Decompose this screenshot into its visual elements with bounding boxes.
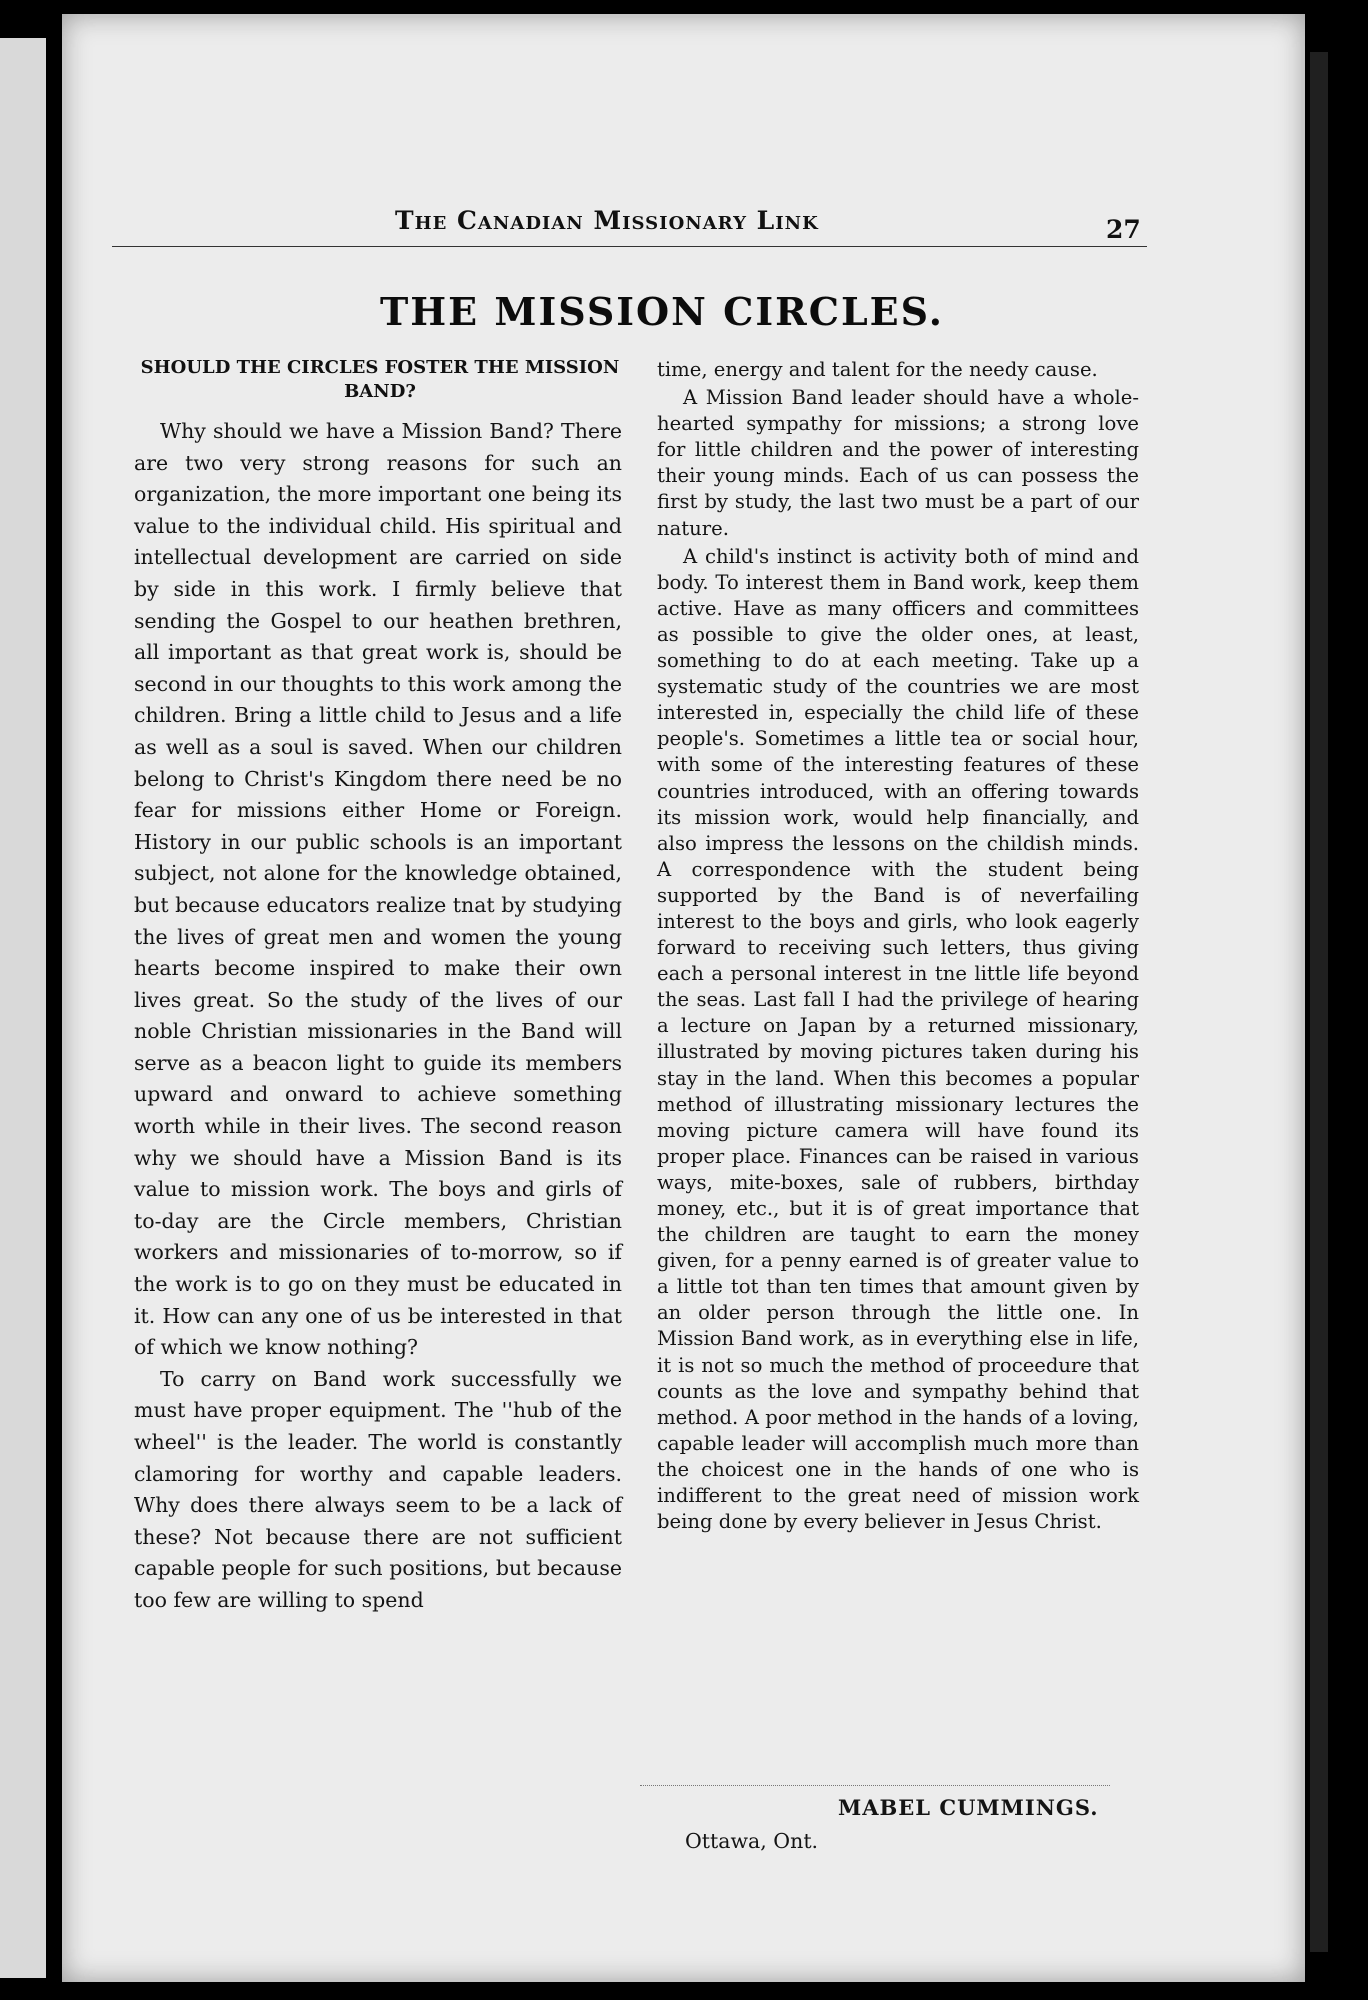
author-signature: MABEL CUMMINGS. (838, 1795, 1099, 1820)
article-heading: SHOULD THE CIRCLES FOSTER THE MISSION BAND? (140, 357, 620, 402)
paragraph: time, energy and talent for the needy cause. (657, 358, 1098, 381)
paragraph: Why should we have a Mission Band? There are two very strong reasons for such an organization, the more important one being its value to the individual child. His spiritual and intellectual development are carried on side by side in this work. I firmly believe that sending the Gospel to our heathen brethren, all important as that great work is, should be second in our thoughts to this work among the children. Bring a little child to Jesus and a life as well as a soul is saved. When our children belong to Christ's Kingdom there need be no fear for missions either Home or Foreign. History in our public schools is an important subject, not alone for the knowledge obtained, but because educators realize tnat by studying the lives of great men and women the young hearts become inspired to make their own lives great. So the study of the lives of our noble Christian missionaries in the Band will serve as a beacon light to guide its members upward and onward to achieve something worth while in their lives. The second reason why we should have a Mission Band is its value to mission work. The boys and girls of to-day are the Circle members, Christian workers and missionaries of to-morrow, so if the work is to go on they must be educated in it. How can any one of us be interested in that of which we know nothing? (134, 419, 622, 1360)
page-number: 27 (1106, 215, 1141, 244)
section-title: THE MISSION CIRCLES. (380, 289, 944, 334)
author-location: Ottawa, Ont. (685, 1829, 819, 1853)
paragraph: To carry on Band work successfully we must have proper equipment. The ''hub of the wheel'' is the leader. The world is constantly clamoring for worthy and capable leaders. Why does there always seem to be a lack of these? Not because there are not sufficient capable people for such positions, but because too few are willing to spend (134, 1366, 622, 1612)
article-column-left (134, 416, 622, 1617)
paragraph: A child's instinct is activity both of mind and body. To interest them in Band work, keep them active. Have as many officers and committees as possible to give the older ones, at least, something to do at each meeting. Take up a systematic study of the countries we are most interested in, especially the child life of these people's. Sometimes a little tea or social hour, with some of the interesting features of these countries introduced, with an offering towards its mission work, would help financially, and also impress the lessons on the childish minds. A correspondence with the student being supported by the Band is of neverfailing interest to the boys and girls, who look eagerly forward to receiving such letters, thus giving each a personal interest in tne little life beyond the seas. Last fall I had the privilege of hearing a lecture on Japan by a returned missionary, illustrated by moving pictures taken during his stay in the land. When this becomes a popular method of illustrating missionary lectures the moving picture camera will have found its proper place. Finances can be raised in various ways, mite-boxes, sale of rubbers, birthday money, etc., but it is of great importance that the children are taught to earn the money given, for a penny earned is of greater value to a little tot than ten times that amount given by an older person through the little one. In Mission Band work, as in everything else in life, it is not so much the method of proceedure that counts as the love and sympathy behind that method. A poor method in the hands of a loving, capable leader will accomplish much more than the choicest one in the hands of one who is indifferent to the great need of mission work being done by every believer in Jesus Christ. (657, 544, 1139, 1534)
film-border-right (1310, 52, 1328, 1952)
signature-rule (640, 1785, 1110, 1786)
running-header-title: The Canadian Missionary Link (395, 206, 819, 235)
header-rule (112, 246, 1147, 247)
film-border-left (0, 38, 46, 1978)
paragraph: A Mission Band leader should have a whole-hearted sympathy for missions; a strong love for little children and the power of interesting their young minds. Each of us can possess the first by study, the last two must be a part of our nature. (657, 386, 1139, 540)
article-column-right (657, 357, 1139, 1535)
